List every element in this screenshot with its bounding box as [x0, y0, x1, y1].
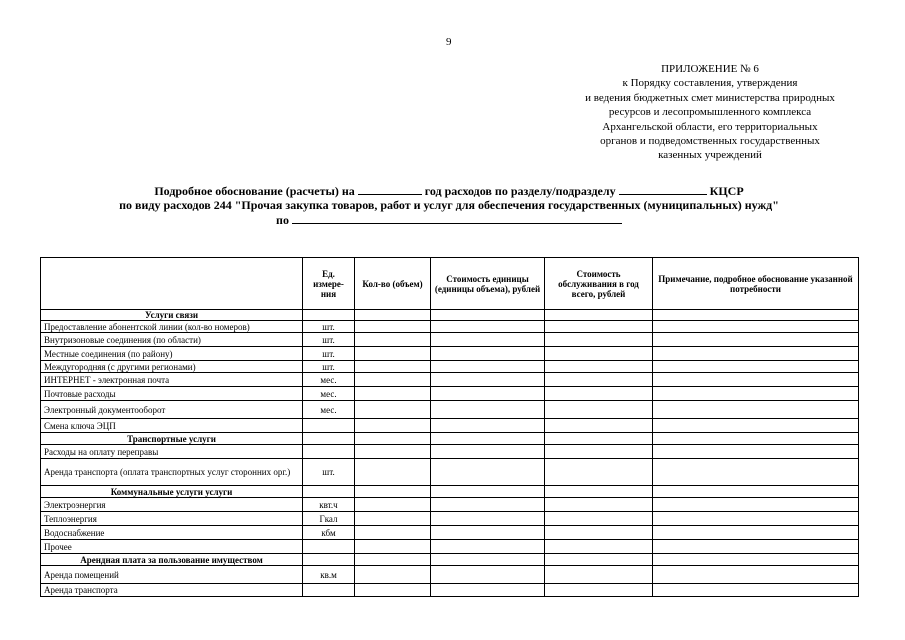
unit-cell	[303, 584, 355, 597]
heading-text-section: год расходов по разделу/подразделу	[424, 184, 616, 198]
item-name-cell: Междугородняя (с другими регионами)	[41, 361, 303, 373]
table-row	[41, 459, 859, 486]
table-row	[41, 321, 859, 333]
item-name-cell: Местные соединения (по району)	[41, 347, 303, 361]
table-row	[41, 445, 859, 459]
quantity-cell[interactable]	[355, 512, 431, 526]
item-name-cell: ИНТЕРНЕТ - электронная почта	[41, 373, 303, 387]
note-cell[interactable]	[653, 333, 859, 347]
table-row	[41, 373, 859, 387]
note-cell[interactable]	[653, 347, 859, 361]
empty-cell	[431, 310, 545, 321]
section-title: Транспортные услуги	[41, 433, 303, 445]
empty-cell	[545, 310, 653, 321]
appendix-block	[545, 62, 875, 163]
empty-cell	[303, 486, 355, 498]
item-name-cell: Аренда транспорта	[41, 584, 303, 597]
unit-cell: шт.	[303, 321, 355, 333]
item-name-cell: Предоставление абонентской линии (кол-во номеров)	[41, 321, 303, 333]
quantity-cell[interactable]	[355, 361, 431, 373]
calculation-table	[40, 257, 859, 597]
quantity-cell[interactable]	[355, 373, 431, 387]
note-cell[interactable]	[653, 540, 859, 554]
unit-cost-cell[interactable]	[431, 321, 545, 333]
item-name-cell: Теплоэнергия	[41, 512, 303, 526]
unit-cell	[303, 540, 355, 554]
col-header-quantity: Кол-во (объем)	[355, 258, 431, 310]
unit-cost-cell[interactable]	[431, 373, 545, 387]
col-header-item	[41, 258, 303, 310]
empty-cell	[653, 433, 859, 445]
annual-cost-cell[interactable]	[545, 512, 653, 526]
section-row	[41, 433, 859, 445]
empty-cell	[431, 433, 545, 445]
empty-cell	[355, 486, 431, 498]
col-header-note: Примечание, подробное обоснование указанной потребности	[653, 258, 859, 310]
section-row	[41, 486, 859, 498]
appendix-line: казенных учреждений	[658, 149, 762, 162]
empty-cell	[545, 433, 653, 445]
unit-cell: квт.ч	[303, 498, 355, 512]
section-row	[41, 310, 859, 321]
unit-cell	[303, 419, 355, 433]
note-cell[interactable]	[653, 361, 859, 373]
empty-cell	[653, 486, 859, 498]
unit-cost-cell[interactable]	[431, 401, 545, 419]
appendix-line: и ведения бюджетных смет министерства природных	[585, 91, 835, 104]
unit-cost-cell[interactable]	[431, 584, 545, 597]
section-row	[41, 554, 859, 566]
section-title: Коммунальные услуги услуги	[41, 486, 303, 498]
unit-cell: шт.	[303, 347, 355, 361]
empty-cell	[431, 554, 545, 566]
annual-cost-cell[interactable]	[545, 419, 653, 433]
year-blank	[358, 183, 422, 195]
quantity-cell[interactable]	[355, 584, 431, 597]
note-cell[interactable]	[653, 459, 859, 486]
unit-cost-cell[interactable]	[431, 498, 545, 512]
annual-cost-cell[interactable]	[545, 333, 653, 347]
heading-line-3	[40, 212, 858, 227]
appendix-line: ресурсов и лесопромышленного комплекса	[608, 106, 812, 119]
heading-line-1	[40, 183, 858, 198]
annual-cost-cell[interactable]	[545, 321, 653, 333]
annual-cost-cell[interactable]	[545, 361, 653, 373]
unit-cost-cell[interactable]	[431, 419, 545, 433]
quantity-cell[interactable]	[355, 419, 431, 433]
unit-cell: шт.	[303, 333, 355, 347]
unit-cost-cell[interactable]	[431, 512, 545, 526]
item-name-cell: Расходы на оплату переправы	[41, 445, 303, 459]
annual-cost-cell[interactable]	[545, 401, 653, 419]
col-header-unit-cost: Стоимость единицы (единицы объема), рублей	[431, 258, 545, 310]
note-cell[interactable]	[653, 512, 859, 526]
empty-cell	[303, 310, 355, 321]
unit-cell	[303, 445, 355, 459]
table-row	[41, 401, 859, 419]
appendix-line: органов и подведомственных государственных	[600, 135, 820, 148]
unit-cost-cell[interactable]	[431, 566, 545, 584]
unit-cost-cell[interactable]	[431, 445, 545, 459]
unit-cell: шт.	[303, 459, 355, 486]
unit-cost-cell[interactable]	[431, 459, 545, 486]
note-cell[interactable]	[653, 373, 859, 387]
empty-cell	[431, 486, 545, 498]
page-number: 9	[446, 36, 452, 48]
table-header-row	[41, 258, 859, 310]
quantity-cell[interactable]	[355, 387, 431, 401]
note-cell[interactable]	[653, 526, 859, 540]
appendix-title: ПРИЛОЖЕНИЕ № 6	[661, 63, 759, 75]
annual-cost-cell[interactable]	[545, 459, 653, 486]
annual-cost-cell[interactable]	[545, 526, 653, 540]
section-title: Услуги связи	[41, 310, 303, 321]
unit-cost-cell[interactable]	[431, 526, 545, 540]
appendix-line: Архангельской области, его территориальных	[602, 120, 818, 133]
note-cell[interactable]	[653, 584, 859, 597]
item-name-cell: Электроэнергия	[41, 498, 303, 512]
quantity-cell[interactable]	[355, 347, 431, 361]
unit-cell: кв.м	[303, 566, 355, 584]
table-row	[41, 540, 859, 554]
empty-cell	[303, 433, 355, 445]
item-name-cell: Водоснабжение	[41, 526, 303, 540]
quantity-cell[interactable]	[355, 498, 431, 512]
table-row	[41, 387, 859, 401]
empty-cell	[355, 310, 431, 321]
table-row	[41, 347, 859, 361]
document-heading	[40, 183, 858, 227]
item-name-cell: Почтовые расходы	[41, 387, 303, 401]
quantity-cell[interactable]	[355, 459, 431, 486]
unit-cost-cell[interactable]	[431, 361, 545, 373]
unit-cell: шт.	[303, 361, 355, 373]
item-name-cell: Смена ключа ЭЦП	[41, 419, 303, 433]
unit-cost-cell[interactable]	[431, 387, 545, 401]
annual-cost-cell[interactable]	[545, 445, 653, 459]
section-blank	[619, 183, 707, 195]
empty-cell	[545, 554, 653, 566]
table-row	[41, 361, 859, 373]
appendix-line: к Порядку составления, утверждения	[622, 77, 798, 90]
empty-cell	[653, 554, 859, 566]
unit-cell: мес.	[303, 387, 355, 401]
table-row	[41, 419, 859, 433]
table-row	[41, 526, 859, 540]
note-cell[interactable]	[653, 321, 859, 333]
table-row	[41, 512, 859, 526]
quantity-cell[interactable]	[355, 401, 431, 419]
annual-cost-cell[interactable]	[545, 498, 653, 512]
unit-cell: кбм	[303, 526, 355, 540]
table-row	[41, 584, 859, 597]
quantity-cell[interactable]	[355, 333, 431, 347]
unit-cost-cell[interactable]	[431, 347, 545, 361]
quantity-cell[interactable]	[355, 445, 431, 459]
note-cell[interactable]	[653, 419, 859, 433]
heading-text-po: по	[276, 213, 289, 227]
unit-cell: мес.	[303, 373, 355, 387]
unit-cost-cell[interactable]	[431, 540, 545, 554]
quantity-cell[interactable]	[355, 526, 431, 540]
col-header-unit: Ед. измере-ния	[303, 258, 355, 310]
empty-cell	[653, 310, 859, 321]
note-cell[interactable]	[653, 387, 859, 401]
annual-cost-cell[interactable]	[545, 373, 653, 387]
item-name-cell: Внутризоновые соединения (по области)	[41, 333, 303, 347]
annual-cost-cell[interactable]	[545, 566, 653, 584]
heading-line-2: по виду расходов 244 "Прочая закупка товаров, работ и услуг для обеспечения государственных (муниципальных) нужд"	[119, 198, 779, 212]
section-title: Арендная плата за пользование имуществом	[41, 554, 303, 566]
empty-cell	[303, 554, 355, 566]
unit-cell: Гкал	[303, 512, 355, 526]
annual-cost-cell[interactable]	[545, 347, 653, 361]
unit-cost-cell[interactable]	[431, 333, 545, 347]
organization-blank	[292, 212, 622, 224]
heading-text-on: Подробное обоснование (расчеты) на	[154, 184, 355, 198]
quantity-cell[interactable]	[355, 540, 431, 554]
item-name-cell: Прочее	[41, 540, 303, 554]
col-header-annual-cost: Стоимость обслуживания в год всего, рублей	[545, 258, 653, 310]
table-row	[41, 333, 859, 347]
item-name-cell: Электронный документооборот	[41, 401, 303, 419]
table-row	[41, 566, 859, 584]
note-cell[interactable]	[653, 566, 859, 584]
heading-text-kcsr: КЦСР	[709, 184, 744, 198]
annual-cost-cell[interactable]	[545, 584, 653, 597]
note-cell[interactable]	[653, 401, 859, 419]
quantity-cell[interactable]	[355, 566, 431, 584]
empty-cell	[355, 554, 431, 566]
empty-cell	[545, 486, 653, 498]
quantity-cell[interactable]	[355, 321, 431, 333]
annual-cost-cell[interactable]	[545, 387, 653, 401]
annual-cost-cell[interactable]	[545, 540, 653, 554]
item-name-cell: Аренда помещений	[41, 566, 303, 584]
unit-cell: мес.	[303, 401, 355, 419]
item-name-cell: Аренда транспорта (оплата транспортных услуг сторонних орг.)	[41, 459, 303, 486]
note-cell[interactable]	[653, 445, 859, 459]
empty-cell	[355, 433, 431, 445]
note-cell[interactable]	[653, 498, 859, 512]
table-row	[41, 498, 859, 512]
